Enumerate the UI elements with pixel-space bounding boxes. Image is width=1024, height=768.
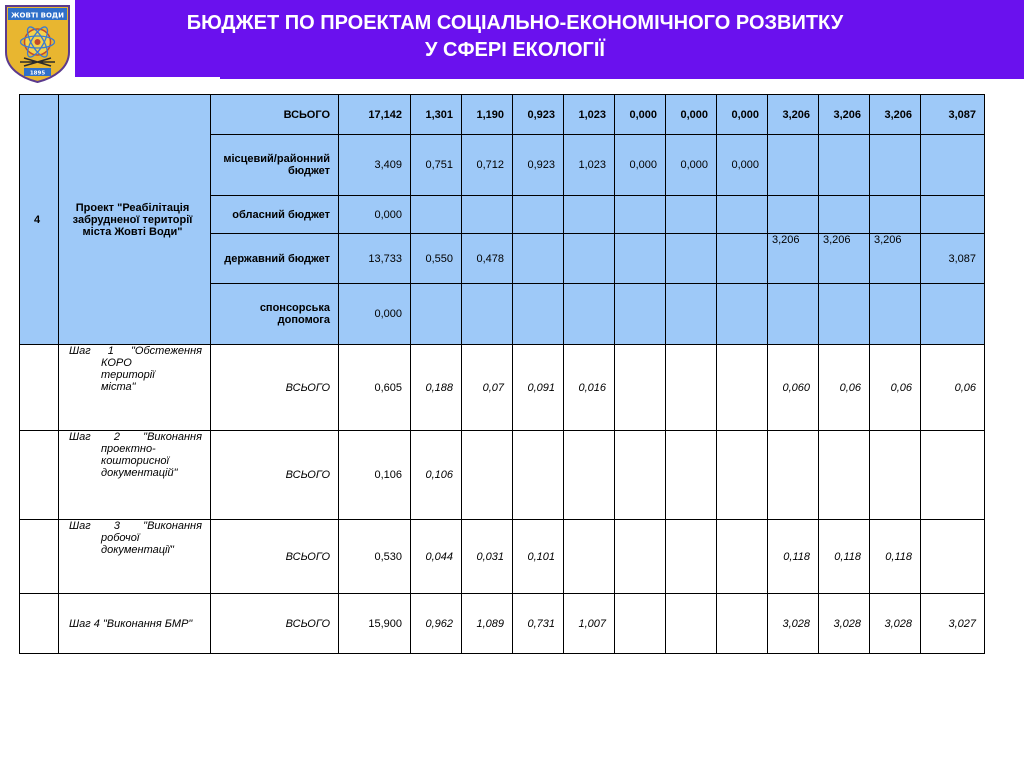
step-value-cell xyxy=(921,431,985,520)
step-name-line: Шаг 1 "Обстеження xyxy=(69,345,202,357)
budget-value-cell xyxy=(666,284,717,345)
budget-value-cell xyxy=(819,284,870,345)
budget-value-cell: 1,023 xyxy=(564,135,615,196)
budget-value-cell: 0,478 xyxy=(462,234,513,284)
step-value-cell xyxy=(666,345,717,431)
budget-value-cell xyxy=(513,196,564,234)
step-name xyxy=(63,520,202,556)
budget-value-cell xyxy=(717,234,768,284)
step-empty-cell xyxy=(20,520,59,594)
logo-year-text: 1895 xyxy=(29,70,46,77)
step-value-cell xyxy=(513,431,564,520)
step-value-cell xyxy=(870,431,921,520)
step-name xyxy=(63,431,202,479)
budget-value-cell: 0,712 xyxy=(462,135,513,196)
page-title-line-2: У СФЕРІ ЕКОЛОГІЇ xyxy=(425,39,605,61)
budget-value-cell xyxy=(921,135,985,196)
budget-value-cell: 3,206 xyxy=(870,234,921,284)
step-name-line: Шаг 3 "Виконання xyxy=(69,520,202,532)
budget-value-cell xyxy=(411,284,462,345)
step-value-cell: 0,06 xyxy=(921,345,985,431)
budget-value-cell xyxy=(564,284,615,345)
step-value-cell xyxy=(717,345,768,431)
step-name-cell xyxy=(59,520,211,594)
page-title-line-1: БЮДЖЕТ ПО ПРОЕКТАМ СОЦІАЛЬНО-ЕКОНОМІЧНОГО РОЗВИТКУ xyxy=(186,12,844,34)
budget-value-cell xyxy=(717,196,768,234)
step-value-cell xyxy=(819,431,870,520)
budget-value-cell: 0,550 xyxy=(411,234,462,284)
budget-value-cell xyxy=(921,284,985,345)
step-name-line: проектно- xyxy=(101,443,156,455)
step-total-label: ВСЬОГО xyxy=(211,520,339,594)
budget-table-body xyxy=(20,95,985,654)
budget-value-cell: 3,206 xyxy=(870,95,921,135)
step-name-line: КОРО xyxy=(101,357,132,369)
step-value-cell xyxy=(768,431,819,520)
step-total-label: ВСЬОГО xyxy=(211,345,339,431)
table-row xyxy=(20,345,985,431)
step-value-cell: 0,016 xyxy=(564,345,615,431)
city-coat-of-arms-logo xyxy=(0,0,75,84)
step-name-cell xyxy=(59,431,211,520)
budget-value-cell xyxy=(615,234,666,284)
step-value-cell xyxy=(666,594,717,654)
step-value-cell: 0,118 xyxy=(870,520,921,594)
budget-value-cell: 3,206 xyxy=(819,234,870,284)
budget-value-cell: 0,000 xyxy=(717,95,768,135)
budget-value-cell xyxy=(819,135,870,196)
budget-table xyxy=(19,94,985,654)
table-row xyxy=(20,594,985,654)
logo-city-text: ЖОВТІ ВОДИ xyxy=(10,11,65,20)
step-value-cell: 0,091 xyxy=(513,345,564,431)
budget-value-cell xyxy=(564,234,615,284)
step-value-cell xyxy=(666,520,717,594)
step-value-cell: 0,060 xyxy=(768,345,819,431)
step-value-cell: 0,118 xyxy=(768,520,819,594)
budget-value-cell xyxy=(615,196,666,234)
step-value-cell: 0,530 xyxy=(339,520,411,594)
step-value-cell xyxy=(615,431,666,520)
step-value-cell: 0,06 xyxy=(819,345,870,431)
budget-value-cell xyxy=(513,284,564,345)
project-number-cell: 4 xyxy=(20,95,59,345)
page-title xyxy=(100,10,930,64)
step-empty-cell xyxy=(20,345,59,431)
step-value-cell: 0,106 xyxy=(339,431,411,520)
budget-value-cell: 3,206 xyxy=(768,95,819,135)
budget-value-cell xyxy=(615,284,666,345)
budget-value-cell xyxy=(666,234,717,284)
step-value-cell: 1,089 xyxy=(462,594,513,654)
budget-value-cell: 1,023 xyxy=(564,95,615,135)
step-value-cell: 0,044 xyxy=(411,520,462,594)
step-value-cell xyxy=(717,594,768,654)
budget-value-cell: 3,087 xyxy=(921,95,985,135)
step-name-line: міста" xyxy=(101,381,136,393)
step-value-cell: 3,028 xyxy=(819,594,870,654)
budget-value-cell xyxy=(462,284,513,345)
budget-value-cell: 13,733 xyxy=(339,234,411,284)
step-value-cell: 0,118 xyxy=(819,520,870,594)
budget-value-cell: 0,923 xyxy=(513,135,564,196)
step-value-cell xyxy=(615,520,666,594)
step-value-cell: 0,106 xyxy=(411,431,462,520)
step-name-line: кошторисної xyxy=(101,455,169,467)
step-value-cell xyxy=(615,594,666,654)
budget-value-cell xyxy=(921,196,985,234)
step-name-line: Шаг 4 "Виконання БМР" xyxy=(69,617,193,630)
project-name-cell: Проект "Реабілітація забрудненої території міста Жовті Води" xyxy=(59,95,211,345)
budget-value-cell: 0,000 xyxy=(339,196,411,234)
budget-value-cell xyxy=(564,196,615,234)
budget-value-cell: 3,206 xyxy=(819,95,870,135)
step-name-line: документацій" xyxy=(101,467,178,479)
budget-source-label: державний бюджет xyxy=(211,234,339,284)
step-value-cell xyxy=(921,520,985,594)
budget-value-cell: 3,206 xyxy=(768,234,819,284)
budget-value-cell: 3,087 xyxy=(921,234,985,284)
budget-source-label: місцевий/районний бюджет xyxy=(211,135,339,196)
step-total-label: ВСЬОГО xyxy=(211,594,339,654)
step-name xyxy=(63,345,202,393)
step-value-cell xyxy=(717,431,768,520)
step-name xyxy=(63,618,202,630)
budget-value-cell xyxy=(717,284,768,345)
step-value-cell: 0,07 xyxy=(462,345,513,431)
budget-value-cell: 1,190 xyxy=(462,95,513,135)
budget-value-cell xyxy=(870,284,921,345)
banner-underline xyxy=(220,77,1024,79)
budget-value-cell xyxy=(513,234,564,284)
step-value-cell: 0,031 xyxy=(462,520,513,594)
budget-value-cell xyxy=(768,284,819,345)
step-empty-cell xyxy=(20,431,59,520)
budget-value-cell: 0,000 xyxy=(615,95,666,135)
budget-value-cell xyxy=(819,196,870,234)
step-value-cell: 0,605 xyxy=(339,345,411,431)
table-row xyxy=(20,520,985,594)
step-value-cell: 0,188 xyxy=(411,345,462,431)
budget-value-cell xyxy=(666,196,717,234)
budget-source-label: спонсорська допомога xyxy=(211,284,339,345)
budget-value-cell xyxy=(870,196,921,234)
step-value-cell xyxy=(717,520,768,594)
budget-source-label: обласний бюджет xyxy=(211,196,339,234)
budget-value-cell: 0,751 xyxy=(411,135,462,196)
budget-value-cell xyxy=(462,196,513,234)
step-empty-cell xyxy=(20,594,59,654)
step-value-cell: 0,731 xyxy=(513,594,564,654)
step-value-cell: 0,06 xyxy=(870,345,921,431)
step-value-cell: 0,962 xyxy=(411,594,462,654)
step-name-line: Шаг 2 "Виконання xyxy=(69,431,202,443)
step-value-cell: 15,900 xyxy=(339,594,411,654)
budget-value-cell: 0,000 xyxy=(717,135,768,196)
table-row xyxy=(20,431,985,520)
budget-value-cell: 17,142 xyxy=(339,95,411,135)
step-value-cell xyxy=(564,431,615,520)
step-name-cell xyxy=(59,594,211,654)
budget-value-cell: 0,000 xyxy=(615,135,666,196)
budget-value-cell xyxy=(411,196,462,234)
step-value-cell xyxy=(564,520,615,594)
step-value-cell xyxy=(666,431,717,520)
budget-value-cell: 0,923 xyxy=(513,95,564,135)
step-name-line: робочої xyxy=(101,532,140,544)
step-value-cell: 3,027 xyxy=(921,594,985,654)
step-value-cell xyxy=(462,431,513,520)
budget-source-label: ВСЬОГО xyxy=(211,95,339,135)
step-value-cell: 0,101 xyxy=(513,520,564,594)
table-row xyxy=(20,95,985,135)
step-total-label: ВСЬОГО xyxy=(211,431,339,520)
budget-value-cell: 0,000 xyxy=(339,284,411,345)
step-value-cell xyxy=(615,345,666,431)
step-value-cell: 3,028 xyxy=(870,594,921,654)
step-value-cell: 3,028 xyxy=(768,594,819,654)
step-value-cell: 1,007 xyxy=(564,594,615,654)
budget-value-cell: 0,000 xyxy=(666,135,717,196)
budget-value-cell: 3,409 xyxy=(339,135,411,196)
step-name-cell xyxy=(59,345,211,431)
budget-value-cell xyxy=(768,196,819,234)
budget-value-cell: 0,000 xyxy=(666,95,717,135)
step-name-line: території xyxy=(101,369,155,381)
step-name-line: документації" xyxy=(101,544,174,556)
budget-value-cell xyxy=(870,135,921,196)
budget-value-cell: 1,301 xyxy=(411,95,462,135)
budget-value-cell xyxy=(768,135,819,196)
